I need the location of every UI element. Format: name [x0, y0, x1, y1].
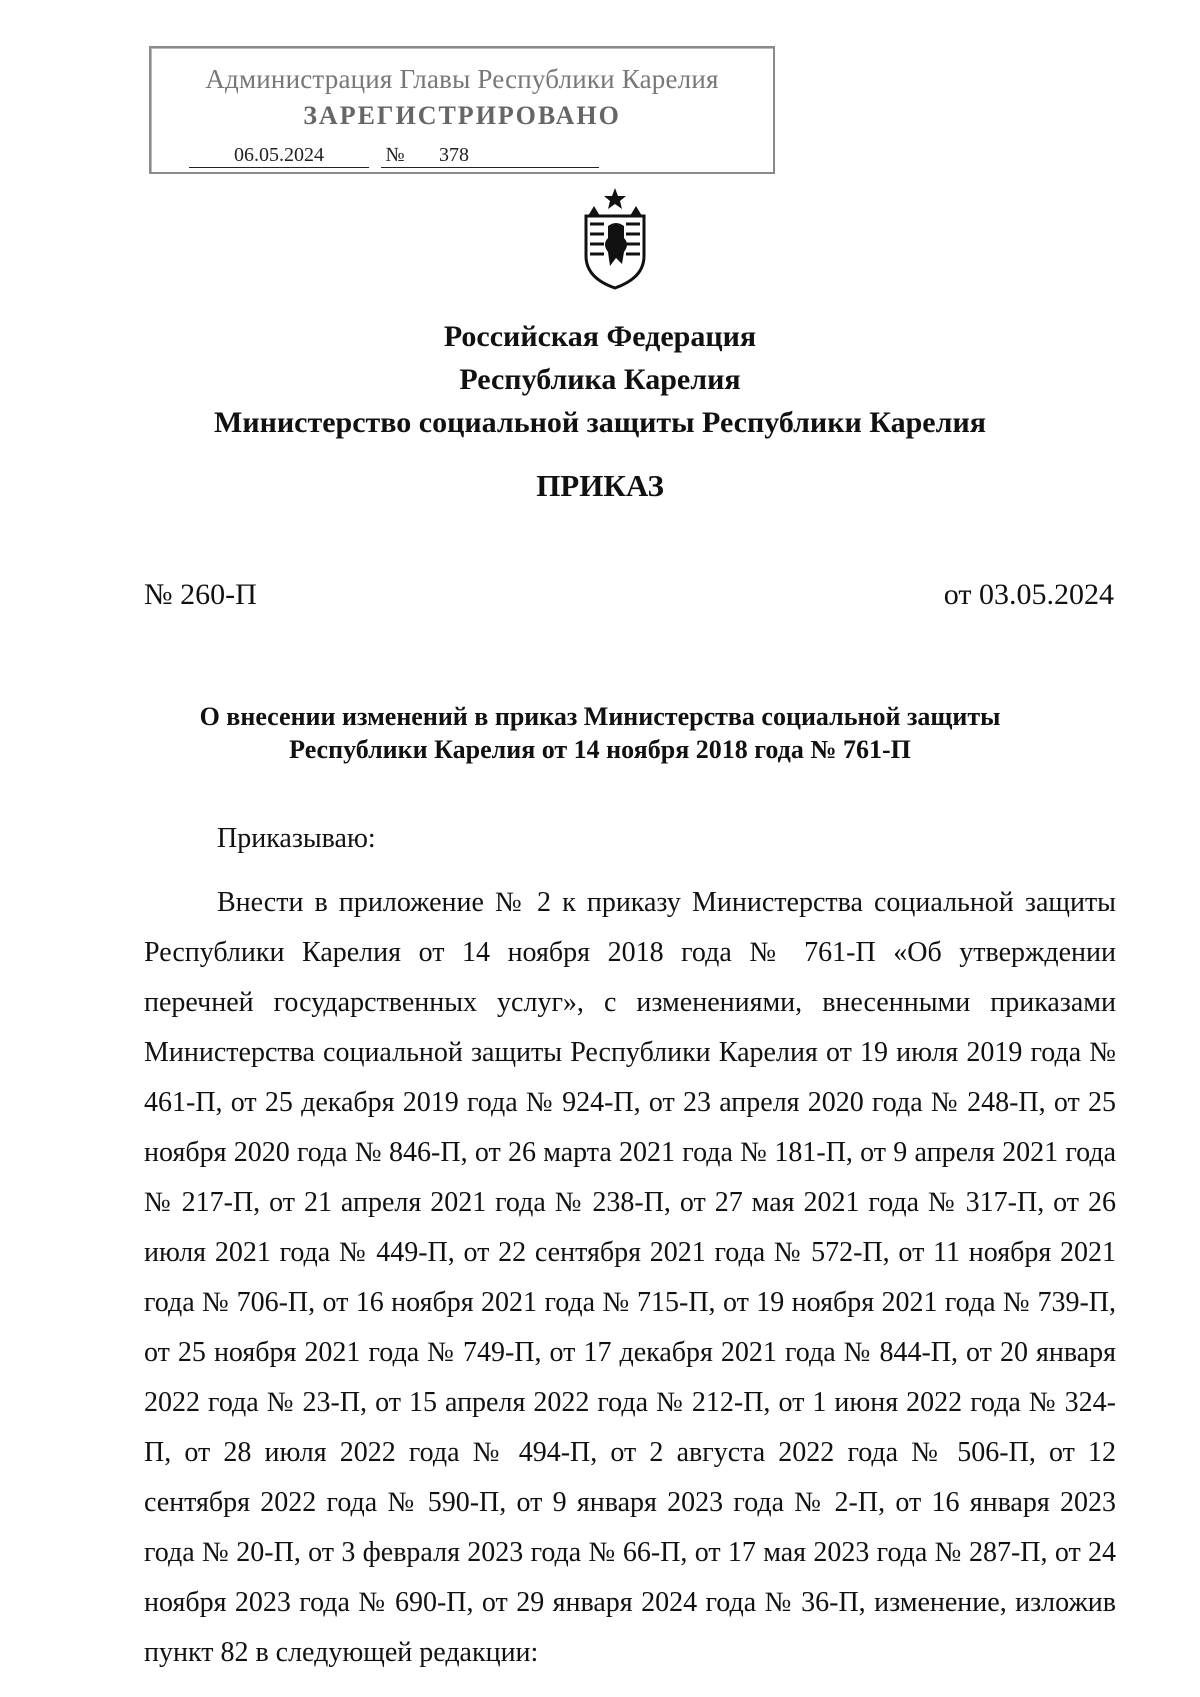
subject-line-1: О внесении изменений в приказ Министерства социальной защиты [199, 702, 1001, 731]
document-type-title: ПРИКАЗ [536, 468, 664, 503]
stamp-organization: Администрация Главы Республики Карелия [205, 64, 719, 94]
republic-title: Республика Карелия [459, 363, 741, 396]
stamp-number-sign: № [381, 144, 409, 168]
stamp-number: 378 [409, 144, 599, 168]
order-date: от 03.05.2024 [943, 578, 1114, 611]
ministry-title: Министерство социальной защиты Республики Карелия [214, 406, 986, 439]
directive-text: Приказываю: [217, 823, 376, 854]
stamp-date: 06.05.2024 [189, 144, 369, 168]
body-paragraph: Внести в приложение № 2 к приказу Министерства социальной защиты Республики Карелия от 14 ноября 2018 года № 761-П «Об утверждении перечней государственных услуг», с изменениями, внесенными приказами Министерства социальной защиты Республики Карелия от 19 июля 2019 года № 461-П, от 25 декабря 2019 года № 924-П, от 23 апреля 2020 года № 248-П, от 25 ноября 2020 года № 846-П, от 26 марта 2021 года № 181-П, от 9 апреля 2021 года № 217-П, от 21 апреля 2021 года № 238-П, от 27 мая 2021 года № 317-П, от 26 июля 2021 года № 449-П, от 22 сентября 2021 года № 572-П, от 11 ноября 2021 года № 706-П, от 16 ноября 2021 года № 715-П, от 19 ноября 2021 года № 739-П, от 25 ноября 2021 года № 749-П, от 17 декабря 2021 года № 844-П, от 20 января 2022 года № 23-П, от 15 апреля 2022 года № 212-П, от 1 июня 2022 года № 324-П, от 28 июля 2022 года № 494-П, от 2 августа 2022 года № 506-П, от 12 сентября 2022 года № 590-П, от 9 января 2023 года № 2-П, от 16 января 2023 года № 20-П, от 3 февраля 2023 года № 66-П, от 17 мая 2023 года № 287-П, от 24 ноября 2023 года № 690-П, от 29 января 2024 года № 36-П, изменение, изложив пункт 82 в следующей редакции: [144, 887, 1116, 1668]
stamp-status: ЗАРЕГИСТРИРОВАНО [303, 101, 621, 130]
registration-stamp [149, 46, 775, 174]
order-number: № 260-П [144, 578, 257, 611]
subject-line-2: Республики Карелия от 14 ноября 2018 года № 761-П [289, 735, 911, 764]
country-title: Российская Федерация [443, 320, 757, 353]
karelia-coat-of-arms-icon [580, 186, 650, 290]
